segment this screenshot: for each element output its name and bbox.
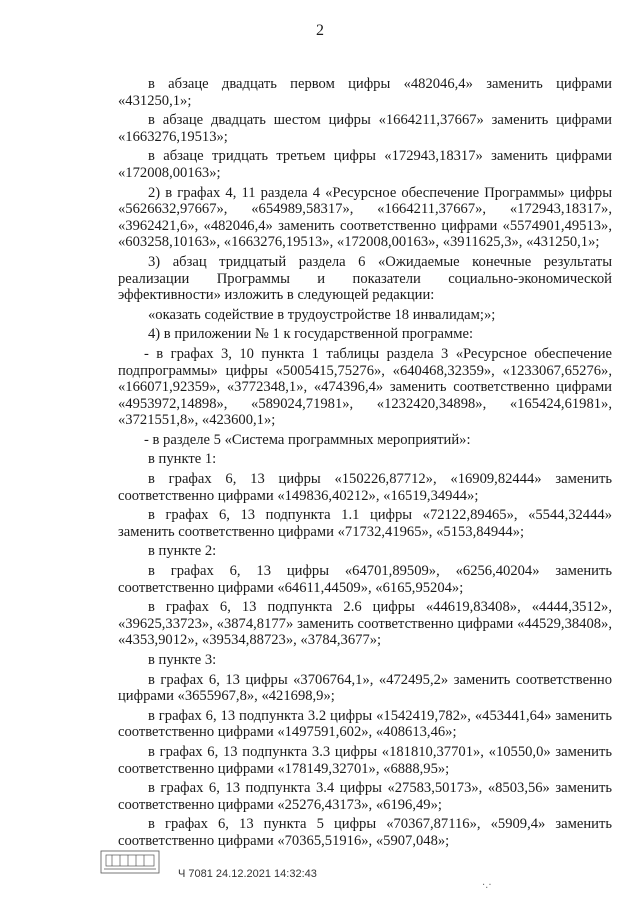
paragraph: - в графах 3, 10 пункта 1 таблицы раздела 3 «Ресурсное обеспечение подпрограммы» цифры «5005415,75276», «640468,32359», «1233067,65276», «166071,92359», «3772348,1», «474396,4» заменить соответственно цифрами «4953972,14898», «589024,71981», «1232420,34898», «165424,61981», «3721551,8», «423600,1»;: [118, 345, 612, 429]
paragraph: в абзаце двадцать первом цифры «482046,4» заменить цифрами «431250,1»;: [118, 76, 612, 109]
paragraph: в пункте 1:: [148, 451, 217, 468]
document-footer: [100, 850, 620, 890]
paragraph: 4) в приложении № 1 к государственной программе:: [148, 326, 474, 343]
paragraph: в пункте 3:: [148, 652, 217, 668]
paragraph: в графах 6, 13 подпункта 2.6 цифры «44619,83408», «4444,3512», «39625,33723», «3874,8177» заменить соответственно цифрами «44529,38408», «4353,9012», «39534,88723», «3784,3677»;: [118, 599, 612, 649]
paragraph: в графах 6, 13 цифры «64701,89509», «6256,40204» заменить соответственно цифрами «64611,44509», «6165,95204»;: [118, 563, 612, 596]
page-number: 2: [316, 22, 324, 39]
paragraph: «оказать содействие в трудоустройстве 18 инвалидам;»;: [148, 306, 496, 323]
paragraph: в абзаце двадцать шестом цифры «1664211,37667» заменить цифрами «1663276,19513»;: [118, 112, 612, 145]
scan-artifact-icon: ·.·: [482, 880, 492, 891]
paragraph: в графах 6, 13 подпункта 3.2 цифры «1542419,782», «453441,64» заменить соответственно цифрами «1497591,602», «408613,46»;: [118, 707, 612, 741]
paragraph: в графах 6, 13 пункта 5 цифры «70367,87116», «5909,4» заменить соответственно цифрами «70365,51916», «5907,048»;: [118, 816, 612, 849]
registration-text: 7081 24.12.2021 14:32:43: [188, 868, 317, 880]
paragraph: в графах 6, 13 цифры «3706764,1», «472495,2» заменить соответственно цифрами «3655967,8», «421698,9»;: [118, 671, 612, 705]
scan-mark-icon: Ч: [178, 868, 186, 880]
paragraph: в графах 6, 13 подпункта 3.4 цифры «27583,50173», «8503,56» заменить соответственно цифрами «25276,43173», «6196,49»;: [118, 780, 612, 813]
paragraph: - в разделе 5 «Система программных мероприятий»:: [144, 431, 471, 448]
building-stamp-icon: [100, 850, 160, 874]
paragraph: 3) абзац тридцатый раздела 6 «Ожидаемые конечные результаты реализации Программы и показатели социально-экономической эффективности» изложить в следующей редакции:: [118, 253, 612, 304]
paragraph: 2) в графах 4, 11 раздела 4 «Ресурсное обеспечение Программы» цифры «5626632,97667», «654989,58317», «1664211,37667», «172943,18317», «3962421,6», «482046,4» заменить соответственно цифрами «5574901,49513», «603258,10163», «1663276,19513», «172008,00163», «3911625,3», «431250,1»;: [118, 184, 612, 251]
paragraph: в абзаце тридцать третьем цифры «172943,18317» заменить цифрами «172008,00163»;: [118, 148, 612, 181]
document-registration-meta: [178, 868, 317, 880]
paragraph: в графах 6, 13 подпункта 3.3 цифры «181810,37701», «10550,0» заменить соответственно цифрами «178149,32701», «6888,95»;: [118, 743, 612, 777]
paragraph: в пункте 2:: [148, 543, 217, 560]
document-body: [118, 76, 612, 853]
paragraph: в графах 6, 13 подпункта 1.1 цифры «72122,89465», «5544,32444» заменить соответственно цифрами «71732,41965», «5153,84944»;: [118, 507, 612, 540]
paragraph: в графах 6, 13 цифры «150226,87712», «16909,82444» заменить соответственно цифрами «149836,40212», «16519,34944»;: [118, 471, 612, 504]
